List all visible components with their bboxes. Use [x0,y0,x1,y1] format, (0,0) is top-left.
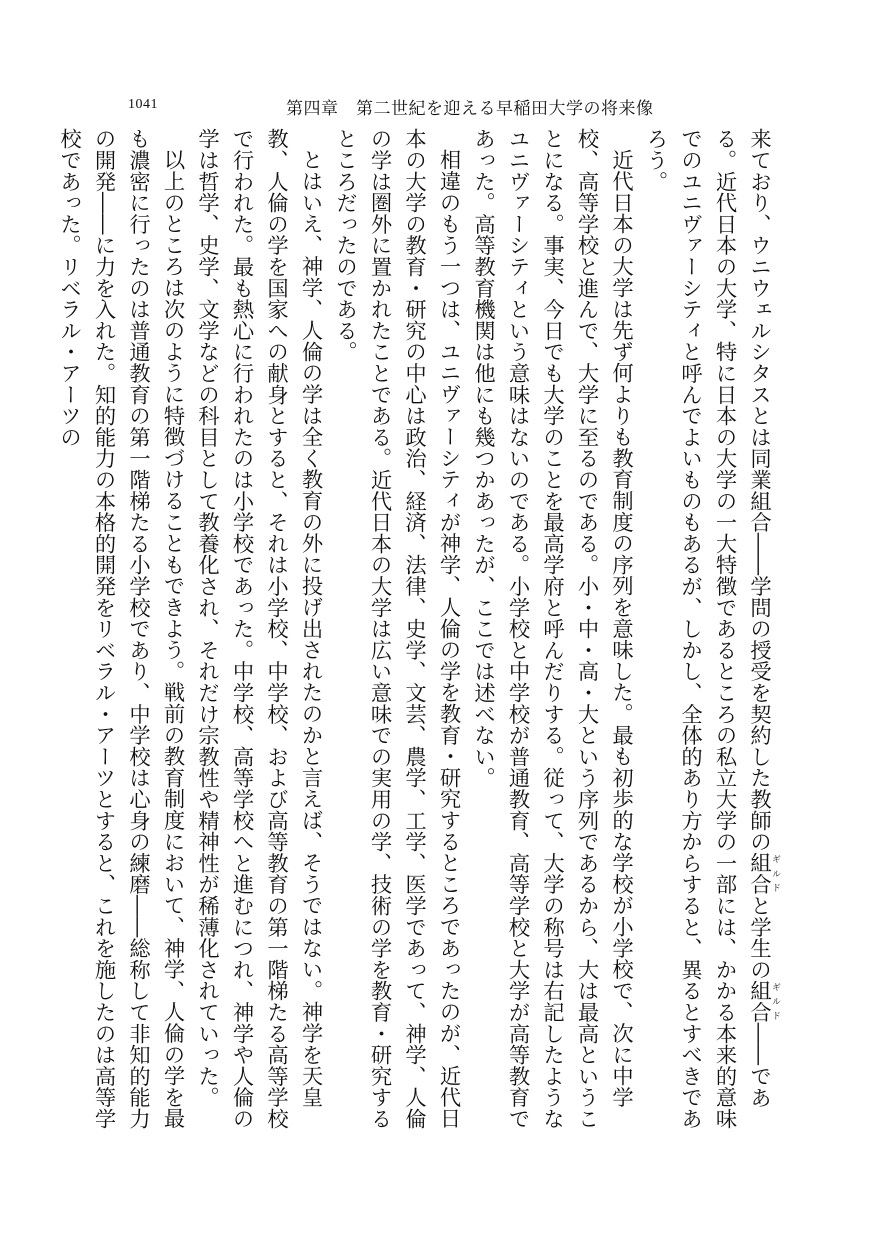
paragraph-3: 相違のもう一つは、ユニヴァーシティが神学、人倫の学を教育・研究するところであったのが、近代日本の大学の教育・研究の中心は政治、経済、法律、史学、文芸、農学、工学、医学であって、神学、人倫の学は圏外に置かれたことである。近代日本の大学は広い意味での実用の学、技術の学を教育・研究するところだったのである。 [332,128,461,1130]
paragraph-1-text-a: 来ており、ウニウェルシタスとは同業組合――学問の授受を契約した教師の [746,128,772,853]
paragraph-5: 以上のところは次のように特徴づけることもできよう。戦前の教育制度において、神学、人倫の学を最も濃密に行ったのは普通教育の第一階梯たる小学校であり、中学校は心身の練磨――総称して非知的能力の開発――に力を入れた。知的能力の本格的開発をリベラル・アーツとすると、これを施したのは高等学校であった。リベラル・アーツの [56,128,185,1130]
ruby-guild-2: 組合ギルド [746,980,780,1023]
paragraph-1-text-b: と学生の [746,894,772,981]
ruby-guild-1: 組合ギルド [746,852,780,895]
paragraph-1-text-c: ――である。近代日本の大学、特に日本の大学の一大特徴であるところの私立大学の一部には、かかる本来的意味でのユニヴァーシティと呼んでよいものもあるが、しかし、全体的あり方からすると、異るとすべきであろう。 [643,128,772,1130]
running-head: 第四章 第二世紀を迎える早稲田大学の将来像 [286,99,654,119]
paragraph-4: とはいえ、神学、人倫の学は全く教育の外に投げ出されたのかと言えば、そうではない。神学を天皇教、人倫の学を国家への献身とすると、それは小学校、中学校、および高等教育の第一階梯たる高等学校で行われた。最も熱心に行われたのは小学校であった。中学校、高等学校へと進むにつれ、神学や人倫の学は哲学、史学、文学などの科目として教養化され、それだけ宗教性や精神性が稀薄化されていった。 [194,128,323,1130]
paragraph-2: 近代日本の大学は先ず何よりも教育制度の序列を意味した。最も初歩的な学校が小学校で、次に中学校、高等学校と進んで、大学に至るのである。小・中・高・大という序列であるから、大は最高ということになる。事実、今日でも大学のことを最高学府と呼んだりする。従って、大学の称号は右記したようなユニヴァーシティという意味はないのである。小学校と中学校が普通教育、高等学校と大学が高等教育であった。高等教育機関は他にも幾つかあったが、ここでは述べない。 [470,128,634,1130]
page-number: 1041 [128,97,158,112]
paragraph-1 [638,128,781,1134]
body-text [56,128,780,1134]
